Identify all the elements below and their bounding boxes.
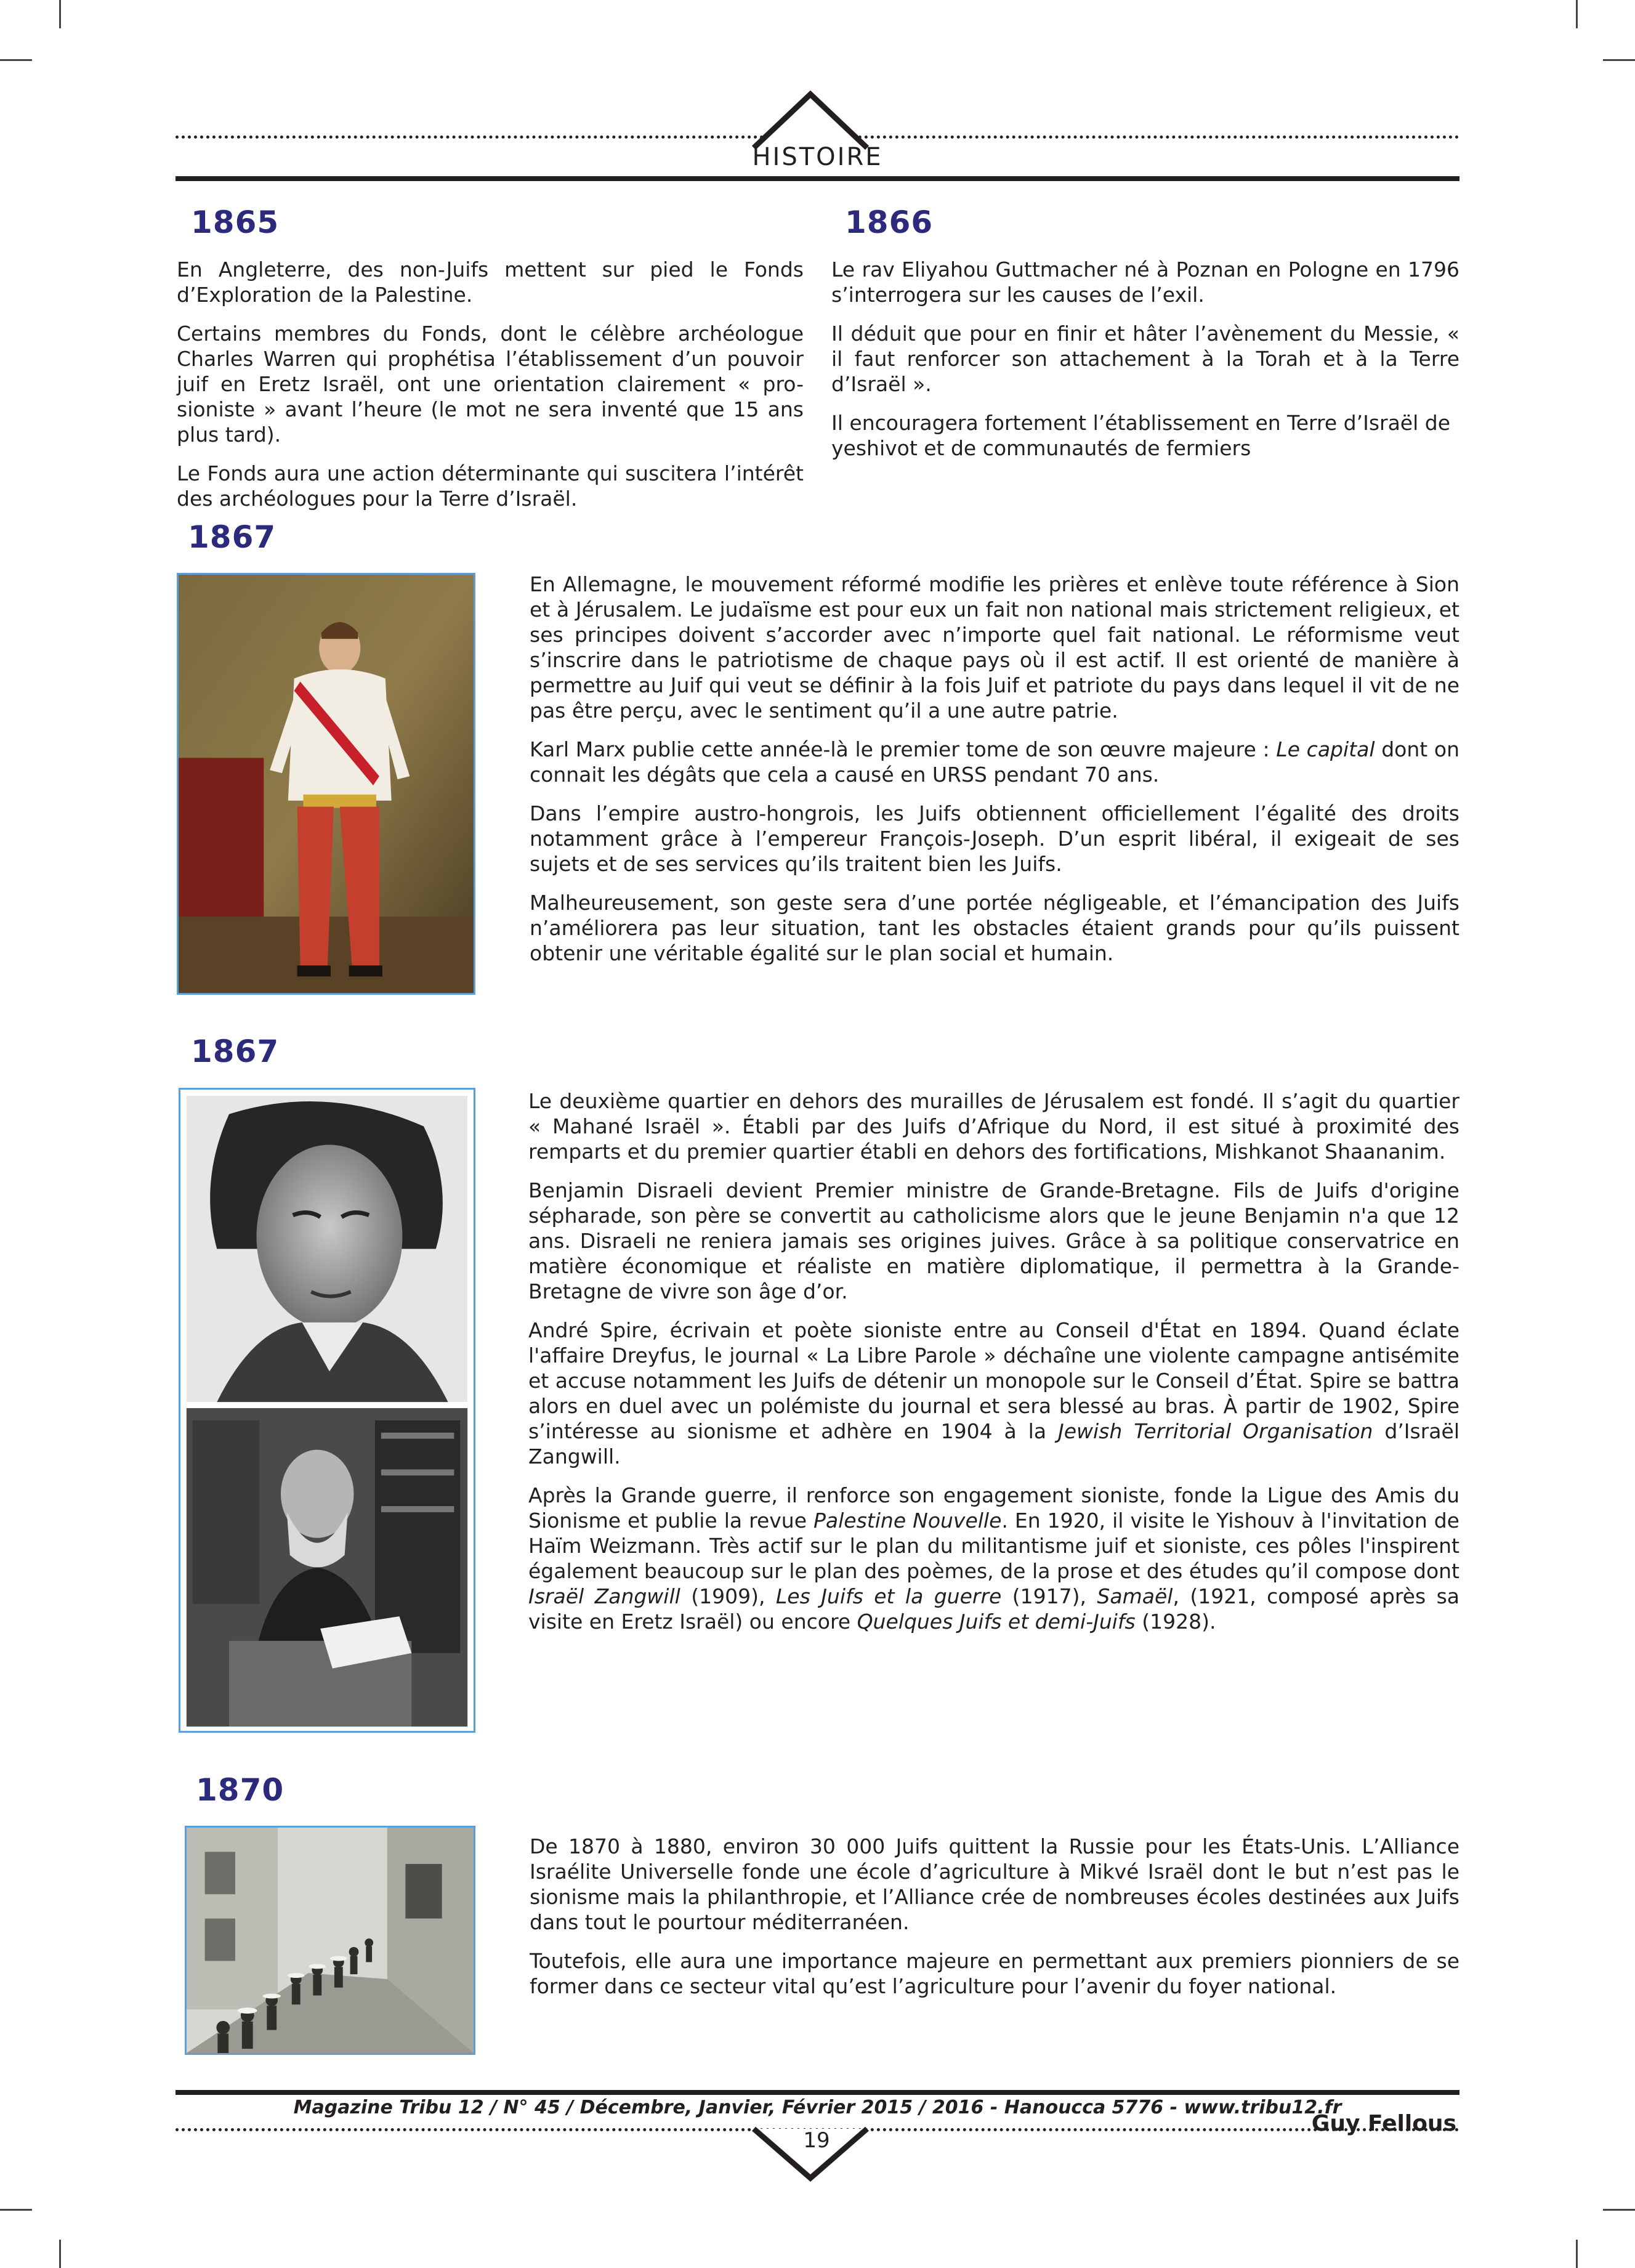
entry-1867a-paragraph: Dans l’empire austro-hongrois, les Juifs obtiennent officiellement l’égalité des droits notamment grâce à l’empereur François-Joseph. D’un esprit libéral, il exigeait de ses sujets et de ses services qu’ils traitent bien les Juifs. (530, 801, 1459, 876)
text-run: (1917), (1001, 1584, 1097, 1608)
entry-1866-paragraph: Il encouragera fortement l’établissement en Terre d’Israël de yeshivot et de communautés de fermiers (831, 411, 1451, 460)
crop-mark (1576, 0, 1578, 28)
entry-1865-text (177, 257, 804, 525)
publication-title: Palestine Nouvelle (813, 1509, 1002, 1533)
entry-1867a-paragraph: En Allemagne, le mouvement réformé modifie les prières et enlève toute référence à Sion et à Jérusalem. Le judaïsme est pour eux un fait non national mais strictement religieux, et ses principes doivent s’accorder avec n’importe quel fait national. Le réformisme veut s’inscrire dans le patriotisme de chaque pays où il est actif. Il est orienté de manière à permettre au Juif qui veut se définir à la fois Juif et patriote du pays dans lequel il vit de ne pas être perçu, avec le sentiment qu’il a une autre patrie. (530, 572, 1459, 723)
crop-mark (1603, 2209, 1635, 2211)
crop-mark (1603, 59, 1635, 61)
entry-1867b-paragraph (528, 1318, 1459, 1469)
entry-1866-text (831, 257, 1459, 474)
section-title: HISTOIRE (752, 143, 883, 171)
year-1865-heading: 1865 (191, 205, 280, 240)
entry-1867a-text (530, 572, 1459, 979)
text-run: , (1921, composé après sa visite en Eretz Israël) ou encore (528, 1584, 1460, 1634)
text-run: (1928). (1135, 1610, 1216, 1634)
entry-1867b-paragraph: Benjamin Disraeli devient Premier ministre de Grande-Bretagne. Fils de Juifs d'origine sépharade, son père se convertit au catholicisme alors que le jeune Benjamin n'a que 12 ans. Disraeli ne reniera jamais ses origines juives. Grâce à sa politique conservatrice en matière économique et réaliste en matière diplomatique, il permettra à la Grande-Bretagne de vivre son âge d’or. (528, 1178, 1459, 1303)
entry-1867a-paragraph: Malheureusement, son geste sera d’une portée négligeable, et l’émancipation des Juifs n’améliorera pas leur situation, tant les obstacles étaient grands pour qu’ils puissent obtenir une véritable égalité sur le plan social et humain. (530, 891, 1459, 965)
text-run: . En 1920, il visite le Yishouv à l'invitation de Haïm Weizmann. Très actif sur le plan du militantisme juif et sioniste, ces pôles l'inspirent également beaucoup sur le plan des poèmes, de la prose et des études qu’il compose dont (528, 1509, 1459, 1583)
book-title: Le capital (1276, 737, 1375, 761)
entry-1866-paragraph: Il déduit que pour en finir et hâter l’avènement du Messie, « il faut renforcer son attachement à la Torah et à la Terre d’Israël ». (831, 322, 1459, 396)
entry-1865-paragraph: Le Fonds aura une action déterminante qui suscitera l’intérêt des archéologues pour la Terre d’Israël. (177, 461, 804, 511)
entry-1865-paragraph: En Angleterre, des non-Juifs mettent sur pied le Fonds d’Exploration de la Palestine. (177, 257, 804, 307)
book-title: Les Juifs et la guerre (775, 1584, 1002, 1608)
magazine-footer-text: Magazine Tribu 12 / N° 45 / Décembre, Janvier, Février 2015 / 2016 - Hanoucca 5776 - www.tribu12.fr (293, 2097, 1342, 2118)
year-1867-heading: 1867 (191, 1034, 280, 1069)
entry-1867b-text (528, 1088, 1459, 1648)
crop-mark (1576, 2240, 1578, 2268)
crop-mark (59, 2240, 61, 2268)
header-triangle-icon (749, 89, 872, 151)
entry-1866-paragraph: Le rav Eliyahou Guttmacher né à Poznan en Pologne en 1796 s’interrogera sur les causes de l’exil. (831, 257, 1459, 307)
author-signature: Guy Fellous (1311, 2111, 1456, 2136)
text-run: Karl Marx publie cette année-là le premier tome de son œuvre majeure : (530, 737, 1277, 761)
text-run: d’Israël Zangwill. (528, 1419, 1459, 1468)
franz-joseph-portrait-image (177, 573, 475, 995)
pioneers-street-photo-image (185, 1826, 475, 2055)
crop-mark (0, 2209, 32, 2211)
text-run: (1909), (680, 1584, 776, 1608)
header-rule (176, 176, 1459, 181)
entry-1867b-paragraph: Le deuxième quartier en dehors des murailles de Jérusalem est fondé. Il s’agit du quartier « Mahané Israël ». Établi par des Juifs d’Afrique du Nord, il est situé à proximité des remparts et du premier quartier établi en dehors des fortifications, Mishkanot Shaananim. (528, 1089, 1459, 1164)
book-title: Samaël (1097, 1584, 1173, 1608)
entry-1870-text (530, 1834, 1459, 2012)
text-run: André Spire, écrivain et poète sioniste entre au Conseil d'État en 1894. Quand éclate l'affaire Dreyfus, le journal « La Libre Parole » déchaîne une violente campagne antisémite et accuse notamment les Juifs de détenir un monopole sur le Conseil d’État. Spire se battra alors en duel avec un polémiste du journal et sera blessé au bras. À partir de 1902, Spire s’intéresse au sionisme et adhère en 1904 à la (528, 1318, 1459, 1443)
book-title: Israël Zangwill (528, 1584, 680, 1608)
entry-1867a-paragraph (530, 737, 1459, 787)
entry-1870-paragraph: Toutefois, elle aura une importance majeure en permettant aux premiers pionniers de se former dans ce secteur vital qu’est l’agriculture pour l’avenir du foyer national. (530, 1949, 1459, 1998)
text-run: dont on connait les dégâts que cela a causé en URSS pendant 70 ans. (530, 737, 1459, 787)
text-run: Après la Grande guerre, il renforce son engagement sioniste, fonde la Ligue des Amis du Sionisme et publie la revue (528, 1483, 1459, 1533)
year-1870-heading: 1870 (196, 1772, 285, 1808)
organisation-name: Jewish Territorial Organisation (1057, 1419, 1373, 1443)
page-number: 19 (803, 2128, 830, 2153)
crop-mark (59, 0, 61, 28)
footer-rule (176, 2090, 1459, 2095)
year-1867-heading: 1867 (188, 519, 277, 555)
disraeli-spire-photos-image (179, 1088, 475, 1733)
year-1866-heading: 1866 (845, 205, 934, 240)
crop-mark (0, 59, 32, 61)
entry-1865-paragraph: Certains membres du Fonds, dont le célèbre archéologue Charles Warren qui prophétisa l’établissement d’un pouvoir juif en Eretz Israël, ont une orientation clairement « pro-sioniste » avant l’heure (le mot ne sera inventé que 15 ans plus tard). (177, 322, 804, 447)
entry-1870-paragraph: De 1870 à 1880, environ 30 000 Juifs quittent la Russie pour les États-Unis. L’Alliance Israélite Universelle fonde une école d’agriculture à Mikvé Israël dont le but n’est pas le sionisme mais la philanthropie, et l’Alliance crée de nombreuses écoles destinées aux Juifs dans tout le pourtour méditerranéen. (530, 1834, 1459, 1934)
entry-1867b-paragraph (528, 1483, 1459, 1634)
book-title: Quelques Juifs et demi-Juifs (857, 1610, 1136, 1634)
